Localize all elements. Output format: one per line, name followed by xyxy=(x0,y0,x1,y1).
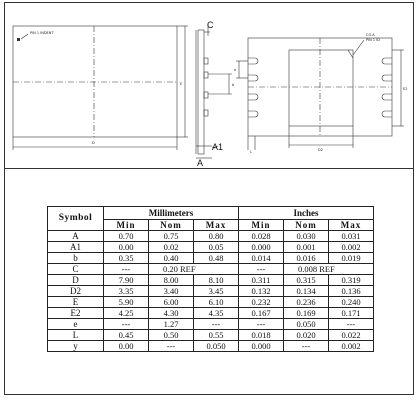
table-row xyxy=(48,264,374,275)
dim-e-label: e xyxy=(234,68,237,72)
value-cell: 0.028 xyxy=(239,231,284,242)
symbol-cell: b xyxy=(48,253,104,264)
value-cell: 3.35 xyxy=(104,286,149,297)
mm-max-header: Max xyxy=(194,220,239,231)
value-cell: --- xyxy=(104,319,149,330)
value-cell: 0.319 xyxy=(329,275,374,286)
symbol-cell: e xyxy=(48,319,104,330)
value-cell: 6.10 xyxy=(194,297,239,308)
value-cell: 0.136 xyxy=(329,286,374,297)
value-cell: --- xyxy=(104,264,149,275)
table-row xyxy=(48,275,374,286)
value-cell: 3.45 xyxy=(194,286,239,297)
top-view-outline xyxy=(13,26,177,137)
in-min-header: Min xyxy=(239,220,284,231)
value-cell: --- xyxy=(329,319,374,330)
value-cell: 6.00 xyxy=(149,297,194,308)
symbol-cell: E2 xyxy=(48,308,104,319)
dim-D-label: D xyxy=(92,141,95,145)
dim-D2-label: D2 xyxy=(318,148,323,152)
value-cell: 0.031 xyxy=(329,231,374,242)
table-row xyxy=(48,297,374,308)
value-cell: 0.02 xyxy=(149,242,194,253)
value-cell: 0.001 xyxy=(284,242,329,253)
value-cell: --- xyxy=(194,319,239,330)
value-cell: 0.50 xyxy=(149,330,194,341)
cga-note: CG.A xyxy=(366,33,375,37)
table-row xyxy=(48,242,374,253)
table-row xyxy=(48,286,374,297)
ref-value-cell: 0.20 REF xyxy=(149,264,239,275)
value-cell: 0.315 xyxy=(284,275,329,286)
value-cell: 3.40 xyxy=(149,286,194,297)
dimension-table xyxy=(47,206,374,352)
value-cell: 0.40 xyxy=(149,253,194,264)
symbol-cell: y xyxy=(48,341,104,352)
value-cell: 0.70 xyxy=(104,231,149,242)
value-cell: --- xyxy=(149,341,194,352)
pin1-indent-mark xyxy=(17,38,20,41)
symbol-cell: D xyxy=(48,275,104,286)
value-cell: 0.030 xyxy=(284,231,329,242)
value-cell: 0.022 xyxy=(329,330,374,341)
symbol-cell: A xyxy=(48,231,104,242)
dim-A-label: A xyxy=(197,158,204,168)
value-cell: 0.232 xyxy=(239,297,284,308)
bottom-lead xyxy=(248,58,258,64)
exposed-pad xyxy=(289,50,353,126)
symbol-cell: A1 xyxy=(48,242,104,253)
inches-header: Inches xyxy=(239,207,374,220)
pin1-indent-note: PIN 1 INDENT xyxy=(30,31,54,35)
table-row xyxy=(48,319,374,330)
dim-b-label: b xyxy=(232,83,235,87)
ref-value-cell: 0.008 REF xyxy=(284,264,374,275)
pin1-id-note: PIN 1 ID xyxy=(366,38,380,42)
symbol-cell: L xyxy=(48,330,104,341)
value-cell: 0.019 xyxy=(329,253,374,264)
value-cell: 0.167 xyxy=(239,308,284,319)
value-cell: 0.002 xyxy=(329,242,374,253)
value-cell: 8.10 xyxy=(194,275,239,286)
dim-C-label: C xyxy=(207,20,214,30)
value-cell: 0.311 xyxy=(239,275,284,286)
value-cell: 0.00 xyxy=(104,341,149,352)
side-view-body xyxy=(198,30,204,154)
value-cell: 0.171 xyxy=(329,308,374,319)
table-row xyxy=(48,341,374,352)
dim-A1-label: A1 xyxy=(212,142,224,152)
dim-E2-label: E2 xyxy=(403,87,408,91)
dim-L-label: L xyxy=(250,150,252,154)
value-cell: 0.002 xyxy=(329,341,374,352)
value-cell: 0.80 xyxy=(194,231,239,242)
value-cell: 0.014 xyxy=(239,253,284,264)
value-cell: 0.050 xyxy=(194,341,239,352)
value-cell: 0.132 xyxy=(239,286,284,297)
value-cell: 0.236 xyxy=(284,297,329,308)
value-cell: 0.000 xyxy=(239,341,284,352)
in-nom-header: Nom xyxy=(284,220,329,231)
value-cell: 4.30 xyxy=(149,308,194,319)
value-cell: --- xyxy=(239,264,284,275)
table-row xyxy=(48,253,374,264)
value-cell: 0.00 xyxy=(104,242,149,253)
table-row xyxy=(48,231,374,242)
value-cell: 0.000 xyxy=(239,242,284,253)
value-cell: 4.35 xyxy=(194,308,239,319)
value-cell: 0.240 xyxy=(329,297,374,308)
value-cell: 8.00 xyxy=(149,275,194,286)
millimeters-header: Millimeters xyxy=(104,207,239,220)
value-cell: 0.020 xyxy=(284,330,329,341)
symbol-header: Symbol xyxy=(48,207,104,231)
value-cell: 0.55 xyxy=(194,330,239,341)
value-cell: 0.05 xyxy=(194,242,239,253)
value-cell: 4.25 xyxy=(104,308,149,319)
table-row xyxy=(48,330,374,341)
value-cell: 0.016 xyxy=(284,253,329,264)
symbol-cell: E xyxy=(48,297,104,308)
in-max-header: Max xyxy=(329,220,374,231)
value-cell: 5.90 xyxy=(104,297,149,308)
symbol-cell: C xyxy=(48,264,104,275)
value-cell: 1.27 xyxy=(149,319,194,330)
value-cell: 0.018 xyxy=(239,330,284,341)
package-drawing xyxy=(0,0,420,170)
value-cell: 0.48 xyxy=(194,253,239,264)
symbol-cell: D2 xyxy=(48,286,104,297)
value-cell: 0.050 xyxy=(284,319,329,330)
value-cell: --- xyxy=(284,341,329,352)
table-row xyxy=(48,308,374,319)
value-cell: 0.35 xyxy=(104,253,149,264)
mm-min-header: Min xyxy=(104,220,149,231)
mm-nom-header: Nom xyxy=(149,220,194,231)
value-cell: 0.169 xyxy=(284,308,329,319)
value-cell: 0.75 xyxy=(149,231,194,242)
dim-E-label: E xyxy=(180,82,183,86)
value-cell: 0.45 xyxy=(104,330,149,341)
value-cell: --- xyxy=(239,319,284,330)
value-cell: 7.90 xyxy=(104,275,149,286)
value-cell: 0.134 xyxy=(284,286,329,297)
